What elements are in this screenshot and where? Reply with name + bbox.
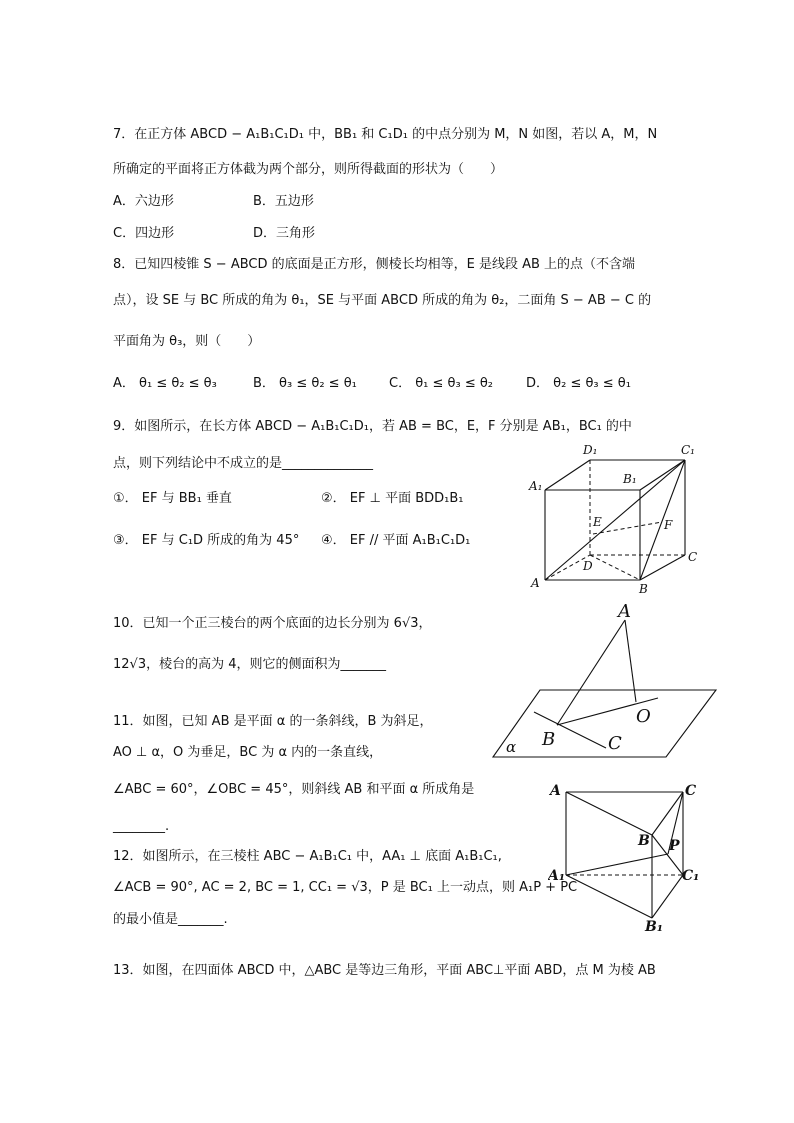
- label-alpha: α: [506, 738, 517, 756]
- q8-line1: 8．已知四棱锥 S − ABCD 的底面是正方形，侧棱长均相等，E 是线段 AB 上的点（不含端: [113, 257, 636, 272]
- label-C1: C₁: [681, 443, 695, 457]
- label-C-plane: C: [608, 733, 622, 754]
- q8-line2: 点），设 SE 与 BC 所成的角为 θ₁，SE 与平面 ABCD 所成的角为 θ₂，二面角 S − AB − C 的: [113, 293, 652, 308]
- q7-option-d: D．三角形: [253, 226, 316, 241]
- q8-option-a: A． θ₁ ≤ θ₂ ≤ θ₃: [113, 376, 217, 391]
- label-A-prism: A: [550, 783, 561, 799]
- q10-line1: 10．已知一个正三棱台的两个底面的边长分别为 6√3，: [113, 616, 432, 631]
- label-D1: D₁: [583, 443, 598, 457]
- label-B-prism: B: [638, 833, 650, 849]
- label-B1-prism: B₁: [645, 919, 663, 933]
- q9-option-4: ④． EF // 平面 A₁B₁C₁D₁: [321, 533, 471, 548]
- label-F: F: [664, 518, 673, 532]
- q10-line2: 12√3，棱台的高为 4，则它的侧面积为_______: [113, 657, 387, 672]
- label-A1: A₁: [529, 479, 543, 493]
- q7-line1: 7．在正方体 ABCD − A₁B₁C₁D₁ 中，BB₁ 和 C₁D₁ 的中点分别为 M，N 如图，若以 A，M，N: [113, 127, 658, 142]
- q12-line2: ∠ACB = 90°, AC = 2, BC = 1, CC₁ = √3，P 是 BC₁ 上一动点，则 A₁P + PC: [113, 880, 578, 895]
- label-B1: B₁: [623, 472, 637, 486]
- label-O: O: [636, 706, 651, 727]
- prism-figure: [548, 778, 708, 933]
- q9-option-3: ③． EF 与 C₁D 所成的角为 45°: [113, 533, 300, 548]
- label-A: A: [531, 576, 540, 590]
- q13-line1: 13．如图，在四面体 ABCD 中，△ABC 是等边三角形，平面 ABC⊥平面 ABD，点 M 为棱 AB: [113, 963, 656, 978]
- q8-line3: 平面角为 θ₃，则（ ）: [113, 334, 261, 349]
- label-A1-prism: A₁: [548, 868, 565, 884]
- plane-figure: [490, 600, 720, 760]
- label-D: D: [583, 559, 593, 573]
- q9-option-1: ①． EF 与 BB₁ 垂直: [113, 491, 232, 506]
- q9-line2: 点，则下列结论中不成立的是______________: [113, 456, 374, 471]
- cuboid-figure: [525, 440, 705, 600]
- q11-line3: ∠ABC = 60°，∠OBC = 45°，则斜线 AB 和平面 α 所成角是: [113, 782, 475, 797]
- q9-line1: 9．如图所示，在长方体 ABCD − A₁B₁C₁D₁，若 AB = BC，E，F 分别是 AB₁，BC₁ 的中: [113, 419, 632, 434]
- q9-option-2: ②． EF ⊥ 平面 BDD₁B₁: [321, 491, 464, 506]
- q7-option-c: C．四边形: [113, 226, 175, 241]
- q11-line4: ________.: [113, 819, 170, 834]
- label-C1-prism: C₁: [682, 868, 700, 884]
- q7-option-a: A．六边形: [113, 194, 174, 209]
- label-E: E: [593, 515, 602, 529]
- q8-option-b: B． θ₃ ≤ θ₂ ≤ θ₁: [253, 376, 357, 391]
- q11-line1: 11．如图，已知 AB 是平面 α 的一条斜线，B 为斜足，: [113, 714, 433, 729]
- q12-line1: 12．如图所示，在三棱柱 ABC − A₁B₁C₁ 中，AA₁ ⊥ 底面 A₁B₁C₁,: [113, 849, 502, 864]
- q8-option-c: C． θ₁ ≤ θ₃ ≤ θ₂: [389, 376, 494, 391]
- q11-line2: AO ⊥ α，O 为垂足，BC 为 α 内的一条直线，: [113, 745, 383, 760]
- label-B: B: [639, 582, 648, 596]
- q7-line2: 所确定的平面将正方体截为两个部分，则所得截面的形状为（ ）: [113, 162, 504, 177]
- label-A-plane: A: [618, 601, 631, 622]
- label-C: C: [688, 550, 698, 564]
- q7-option-b: B．五边形: [253, 194, 314, 209]
- q8-option-d: D． θ₂ ≤ θ₃ ≤ θ₁: [526, 376, 631, 391]
- label-C-prism: C: [685, 783, 697, 799]
- label-P: P: [669, 838, 680, 854]
- q12-line3: 的最小值是_______.: [113, 912, 228, 927]
- label-B-plane: B: [542, 729, 556, 750]
